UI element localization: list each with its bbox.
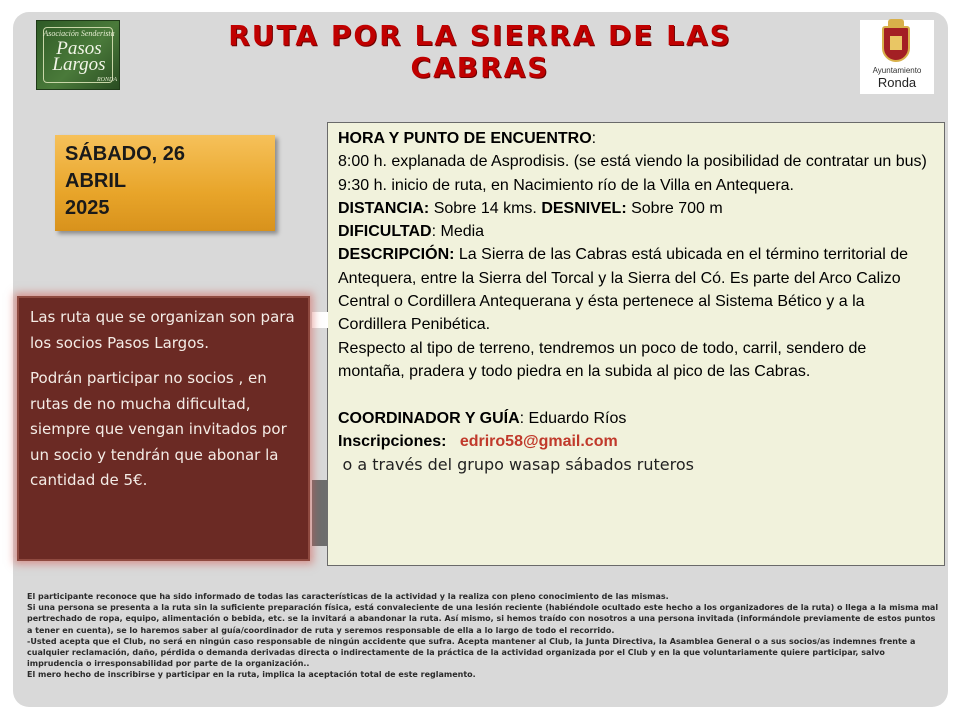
membership-note [17,296,310,561]
date-month: ABRIL [65,170,127,192]
castle-icon [890,36,902,50]
spacer [338,383,934,406]
logo-subtitle: Asociación Senderista [43,29,115,38]
registration-email-link[interactable]: edriro58@gmail.com [459,432,618,450]
logo-name-line1: Pasos [56,38,102,59]
elevation-value: Sobre 700 m [631,199,723,217]
disclaimer [27,591,942,681]
difficulty-label: DIFICULTAD [338,223,432,241]
registration-label: Inscripciones: [338,432,447,450]
logo-city: RONDA [97,77,117,83]
note-paragraph-1: Las ruta que se organizan son para los socios Pasos Largos. [30,308,295,352]
decor-stripe [312,312,328,328]
coat-of-arms-icon [882,26,910,62]
disclaimer-line-4: El mero hecho de inscribirse y participar en la ruta, implica la aceptación total de este reglamento. [27,670,476,680]
decor-stripe [312,480,328,546]
difficulty-value: Media [440,223,485,241]
page-title: RUTA POR LA SIERRA DE LAS CABRAS [228,19,732,84]
coordinator-label: COORDINADOR Y GUÍA [338,409,520,427]
disclaimer-line-1: El participante reconoce que ha sido informado de todas las características de la actividad y la realiza con pleno conocimiento de las mismas. [27,592,669,601]
disclaimer-line-2: Si una persona se presenta a la ruta sin la suficiente preparación física, está convaleciente de una lesión reciente (habiéndole ocultado este hecho a los organizadores de la ruta) o llega a la misma mal pertrechado de ropa, equipo, alimentación o bebida, etc. se la invitará a abandonar la ruta. Así mismo, si hemos traído con nosotros a una persona invitada (informándole previamente de estos puntos a tener en cuenta), se lo haremos saber al guía/coordinador de ruta y seremos responsable de ella a lo largo de todo el recorrido. [27,603,939,635]
date-badge [55,135,275,231]
registration-alt-text: o a través del grupo wasap sábados ruteros [342,455,694,475]
meeting-time-1: 8:00 h. explanada de Asprodisis. (se está viendo la posibilidad de contratar un bus) [338,153,927,171]
crown-icon [888,19,904,26]
distance-label: DISTANCIA: [338,199,430,217]
date-year: 2025 [65,197,110,219]
town-hall-label: Ayuntamiento [872,66,922,75]
meeting-time-2: 9:30 h. inicio de ruta, en Nacimiento río de la Villa en Antequera. [338,176,794,194]
town-hall-city: Ronda [877,75,917,90]
disclaimer-line-3: -Usted acepta que el Club, no será en ningún caso responsable de ningún accidente que sufra. Acepta mantener al Club, la Junta Directiva, la Asamblea General o a sus socios/as indemnes frente a cualquier reclamación, daño, pérdida o demanda derivadas directa o indirectamente de la práctica de la actividad organizada por el Club y en la que voluntariamente quiere participar, salvo imprudencia o irresponsabilidad por parte de la organización.. [27,636,916,669]
date-day: SÁBADO, 26 [65,143,186,165]
elevation-label: DESNIVEL: [541,199,627,217]
meeting-label: HORA Y PUNTO DE ENCUENTRO [338,130,592,147]
town-hall-logo [860,20,934,94]
logo-name [37,38,121,75]
route-info-panel: HORA Y PUNTO DE ENCUENTRO: 8:00 h. explanada de Asprodisis. (se está viendo la posibilidad de contratar un bus) 9:30 h. inicio de ruta, en Nacimiento río de la Villa en Antequera. DISTANCIA: Sobre 14 kms. DESNIVEL: Sobre 700 m DIFICULTAD: Media DESCRIPCIÓN: La Sierra de las Cabras está ubicada en el término territorial de Antequera, entre la Sierra del Torcal y la Sierra del Có. Es parte del Arco Calizo Central o Cordillera Antequerana y ésta pertenece al Sistema Bético y a la Cordillera Penibética. Respecto al tipo de terreno, tendremos un poco de todo, carril, sendero de montaña, pradera y todo piedra en la subida al pico de las Cabras. COORDINADOR Y GUÍA: Eduardo Ríos Inscripciones: edriro58@gmail.com o a través del grupo wasap sábados ruteros [327,122,945,566]
note-paragraph-2: Podrán participar no socios , en rutas de no mucha dificultad, siempre que vengan invitados por un socio y tendrán que abonar la cantidad de 5€. [30,369,287,489]
description-label: DESCRIPCIÓN: [338,246,455,264]
terrain-text: Respecto al tipo de terreno, tendremos un poco de todo, carril, sendero de montaña, pradera y todo piedra en la subida al pico de las Cabras. [338,339,867,380]
logo-name-line2: Largos [52,54,106,75]
description-text: La Sierra de las Cabras está ubicada en el término territorial de Antequera, entre la Sierra del Torcal y la Sierra del Có. Es parte del Arco Calizo Central o Cordillera Antequerana y ésta pertenece al Sistema Bético y a la Cordillera Penibética. [338,246,909,334]
distance-value: Sobre 14 kms. [433,199,537,217]
club-logo [36,20,120,90]
coordinator-name: Eduardo Ríos [528,409,627,427]
